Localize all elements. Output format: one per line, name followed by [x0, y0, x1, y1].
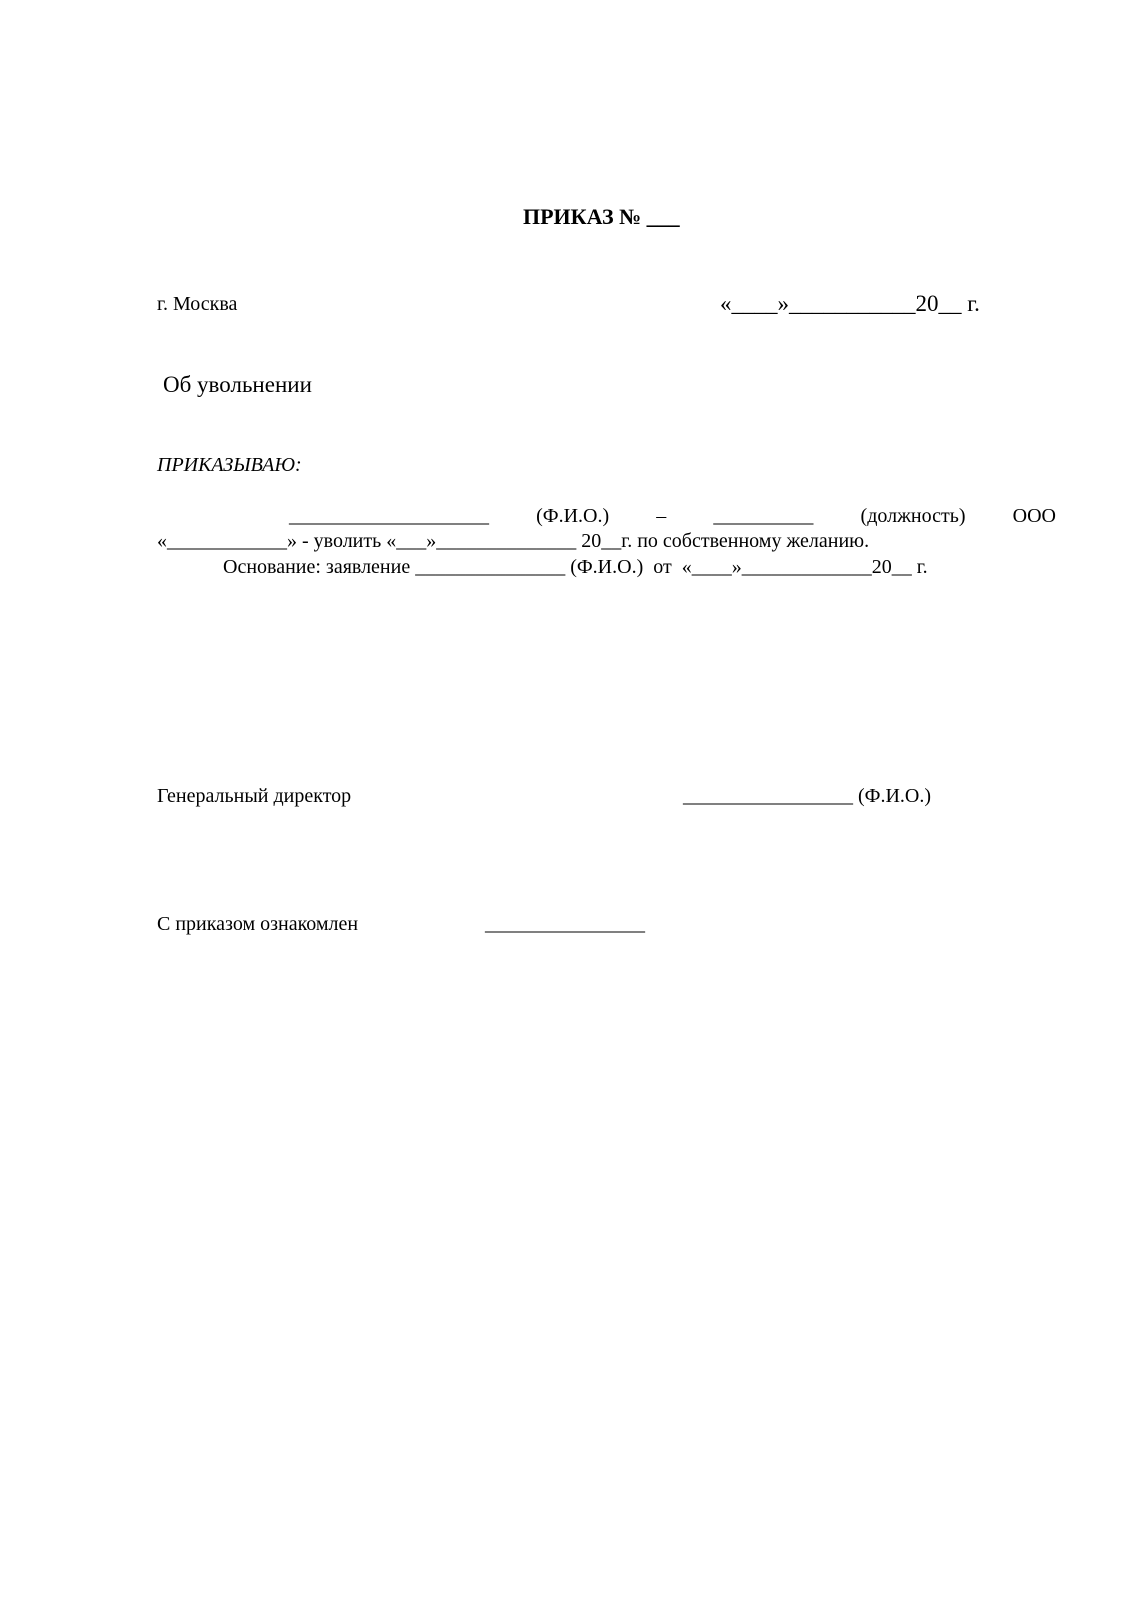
- acknowledged-label: С приказом ознакомлен: [157, 913, 359, 935]
- city-label: г. Москва: [157, 293, 238, 315]
- order-paragraph-line-2: «____________» - уволить «___»______________ 20__г. по собственному желанию.: [157, 530, 870, 552]
- acknowledged-signature-line: ________________: [485, 913, 645, 935]
- order-verb: ПРИКАЗЫВАЮ:: [157, 454, 302, 476]
- order-subject: Об увольнении: [163, 372, 312, 397]
- basis-line: Основание: заявление _______________ (Ф.И.О.) от «____»_____________20__ г.: [223, 556, 928, 578]
- director-label: Генеральный директор: [157, 785, 352, 807]
- order-title: ПРИКАЗ № ___: [523, 204, 680, 229]
- director-signature-line: _________________ (Ф.И.О.): [683, 785, 932, 807]
- order-paragraph: [157, 504, 1056, 554]
- order-paragraph-line-1: ____________________ (Ф.И.О.) – __________ (должность) ООО: [289, 505, 1056, 527]
- order-date-line: «____»___________20__ г.: [720, 291, 980, 316]
